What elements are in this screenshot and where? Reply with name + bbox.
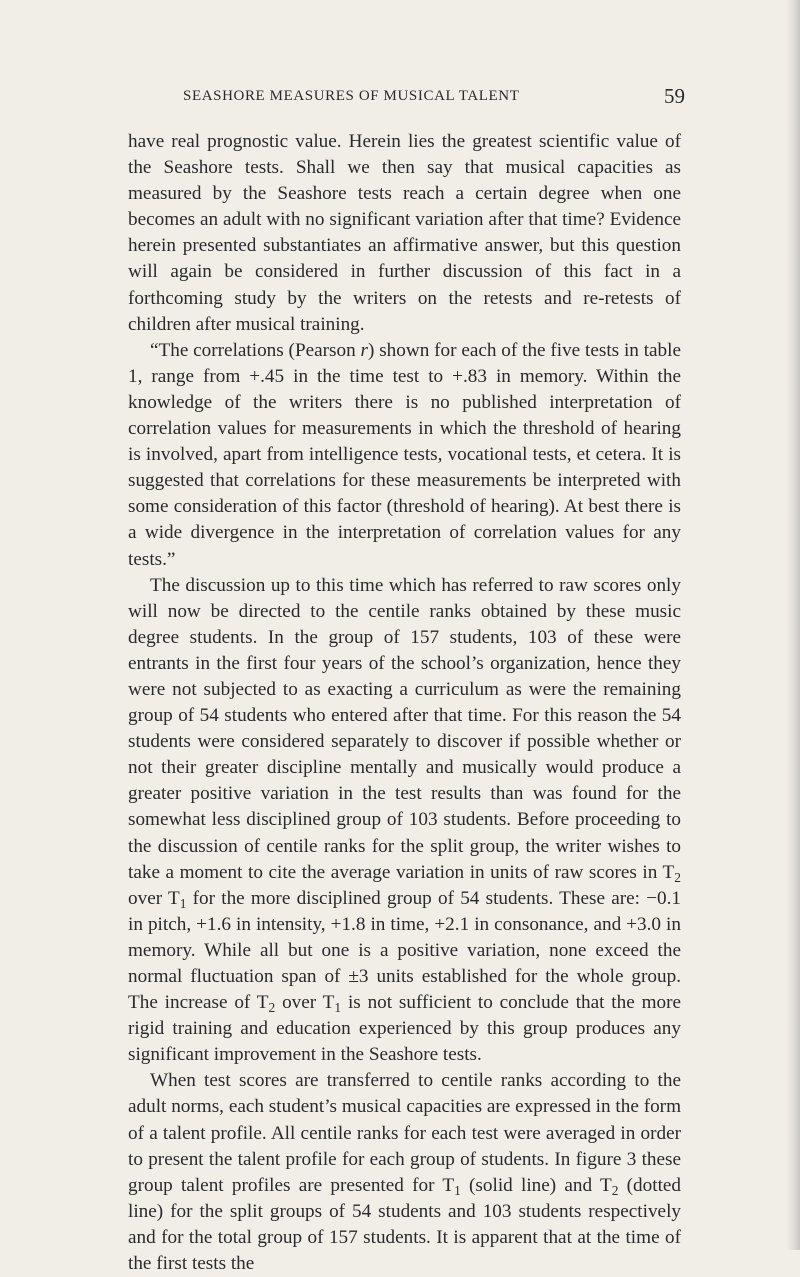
paragraph-4 [128, 1068, 681, 1277]
paragraph-2-text-b: ) shown for each of the five tests in table 1, range from +.45 in the time test to +.83 in memory. Within the knowledge of the writers there is no published interpretation of correlation values for measurements in which the threshold of hearing is involved, apart from intelligence tests, vocational tests, et cetera. It is suggested that correlations for these measurements be interpreted with some consideration of this factor (threshold of hearing). At best there is a wide divergence in the interpretation of correlation values for any tests.” [128, 339, 681, 570]
page-header [183, 84, 685, 112]
page-number: 59 [664, 84, 685, 108]
subscript: 2 [268, 1000, 276, 1016]
paragraph-2-text-a: “The correlations (Pearson [150, 339, 361, 361]
paragraph-1-text: have real prognostic value. Herein lies the greatest scientific value of the Seashore tests. Shall we then say that musical capacities as measured by the Seashore tests reach a certain degree when one becomes an adult with no significant variation after that time? Evidence herein presented substantiates an affirmative answer, but this question will again be considered in further discussion of this fact in a forthcoming study by the writers on the retests and re-retests of children after musical training. [128, 131, 681, 335]
paragraph-3-text-d: over T [275, 992, 335, 1014]
paragraph-4-text-c: (dotted line) for the split groups of 54 students and 103 students respectively and for the total group of 157 students. It is apparent that at the time of the first tests the [128, 1174, 682, 1275]
subscript: 2 [611, 1182, 619, 1198]
paragraph-4-text-b: (solid line) and T [460, 1174, 612, 1196]
paragraph-4-text-a: When test scores are transferred to centile ranks according to the adult norms, each student’s musical capacities are expressed in the form of a talent profile. All centile ranks for each test were averaged in order to present the talent profile for each group of students. In figure 3 these group talent profiles are presented for T [128, 1070, 681, 1196]
running-head: SEASHORE MEASURES OF MUSICAL TALENT [183, 88, 520, 104]
paragraph-2 [128, 338, 681, 573]
pearson-r-symbol: r [360, 339, 368, 361]
scan-edge-shadow [786, 0, 800, 1250]
paragraph-3-text-b: over T [128, 887, 180, 909]
body-text [128, 129, 681, 1277]
subscript: 2 [674, 869, 681, 885]
subscript: 1 [454, 1182, 461, 1198]
paragraph-3-text-c: for the more disciplined group of 54 students. These are: −0.1 in pitch, +1.6 in intensity, +1.8 in time, +2.1 in consonance, and +3.0 in memory. While all but one is a positive variation, none exceed the normal fluctuation span of ±3 units established for the whole group. The increase of T [128, 887, 682, 1014]
subscript: 1 [334, 1000, 342, 1016]
paragraph-3-text-e: is not sufficient to conclude that the more rigid training and education experienced by this group produces any significant improvement in the Seashore tests. [128, 992, 681, 1066]
paragraph-3-text-a: The discussion up to this time which has referred to raw scores only will now be directed to the centile ranks obtained by these music degree students. In the group of 157 students, 103 of these were entrants in the first four years of the school’s organization, hence they were not subjected to as exacting a curriculum as were the remaining group of 54 students who entered after that time. For this reason the 54 students were considered separately to discover if possible whether or not their greater discipline mentally and musically would produce a greater positive variation in the test results than was found for the somewhat less disciplined group of 103 students. Before proceeding to the discussion of centile ranks for the split group, the writer wishes to take a moment to cite the average variation in units of raw scores in T [128, 574, 681, 883]
paragraph-3 [128, 573, 681, 1069]
subscript: 1 [179, 895, 187, 911]
paragraph-1 [128, 129, 681, 338]
